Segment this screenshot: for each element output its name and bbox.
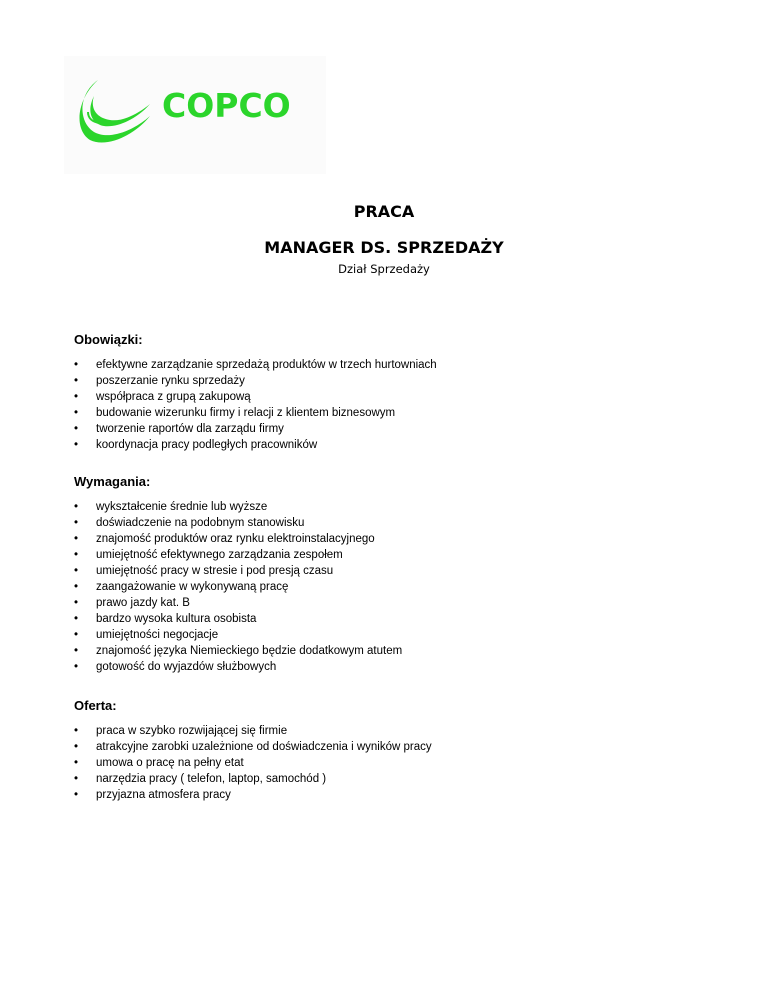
list-item: • doświadczenie na podobnym stanowisku [74, 517, 305, 529]
company-logo [64, 56, 326, 174]
list-item: • efektywne zarządzanie sprzedażą produktów w trzech hurtowniach [74, 359, 437, 371]
swoosh-globe-icon [64, 56, 164, 174]
bullet-icon: • [74, 629, 79, 641]
list-item: • umowa o pracę na pełny etat [74, 757, 244, 769]
list-item: • współpraca z grupą zakupową [74, 391, 251, 403]
bullet-icon: • [74, 773, 79, 785]
list-item: • atrakcyjne zarobki uzależnione od doświadczenia i wyników pracy [74, 741, 432, 753]
list-item: • gotowość do wyjazdów służbowych [74, 661, 277, 673]
list-item: • przyjazna atmosfera pracy [74, 789, 231, 801]
list-item: • narzędzia pracy ( telefon, laptop, samochód ) [74, 773, 327, 785]
duties-list [74, 357, 437, 453]
bullet-icon: • [74, 501, 79, 513]
bullet-icon: • [74, 565, 79, 577]
bullet-icon: • [74, 391, 79, 403]
requirements-list [74, 499, 402, 675]
list-item: • umiejętności negocjacje [74, 629, 219, 641]
bullet-icon: • [74, 581, 79, 593]
list-item: • umiejętność efektywnego zarządzania zespołem [74, 549, 343, 561]
list-item: • bardzo wysoka kultura osobista [74, 613, 257, 625]
bullet-icon: • [74, 645, 79, 657]
bullet-icon: • [74, 725, 79, 737]
list-item: • wykształcenie średnie lub wyższe [74, 501, 268, 513]
bullet-icon: • [74, 757, 79, 769]
bullet-icon: • [74, 439, 79, 451]
bullet-icon: • [74, 423, 79, 435]
list-item: • poszerzanie rynku sprzedaży [74, 375, 245, 387]
bullet-icon: • [74, 517, 79, 529]
bullet-icon: • [74, 375, 79, 387]
bullet-icon: • [74, 549, 79, 561]
department-label: Dział Sprzedaży [338, 262, 430, 276]
bullet-icon: • [74, 741, 79, 753]
bullet-icon: • [74, 613, 79, 625]
bullet-icon: • [74, 407, 79, 419]
bullet-icon: • [74, 533, 79, 545]
list-item: • praca w szybko rozwijającej się firmie [74, 725, 288, 737]
bullet-icon: • [74, 359, 79, 371]
list-item: • koordynacja pracy podległych pracowników [74, 439, 318, 451]
section-heading-requirements: Wymagania: [74, 474, 151, 489]
bullet-icon: • [74, 661, 79, 673]
list-item: • zaangażowanie w wykonywaną pracę [74, 581, 289, 593]
bullet-icon: • [74, 789, 79, 801]
position-title: MANAGER DS. SPRZEDAŻY [264, 238, 504, 257]
offer-list [74, 723, 432, 803]
document-title: PRACA [353, 202, 415, 221]
list-item: • znajomość produktów oraz rynku elektroinstalacyjnego [74, 533, 375, 545]
list-item: • znajomość języka Niemieckiego będzie dodatkowym atutem [74, 645, 403, 657]
list-item: • tworzenie raportów dla zarządu firmy [74, 423, 284, 435]
list-item: • umiejętność pracy w stresie i pod presją czasu [74, 565, 334, 577]
list-item: • budowanie wizerunku firmy i relacji z klientem biznesowym [74, 407, 396, 419]
section-heading-offer: Oferta: [74, 698, 117, 713]
bullet-icon: • [74, 597, 79, 609]
list-item: • prawo jazdy kat. B [74, 597, 190, 609]
section-heading-duties: Obowiązki: [74, 332, 143, 347]
logo-brand-text: COPCO [162, 86, 291, 125]
